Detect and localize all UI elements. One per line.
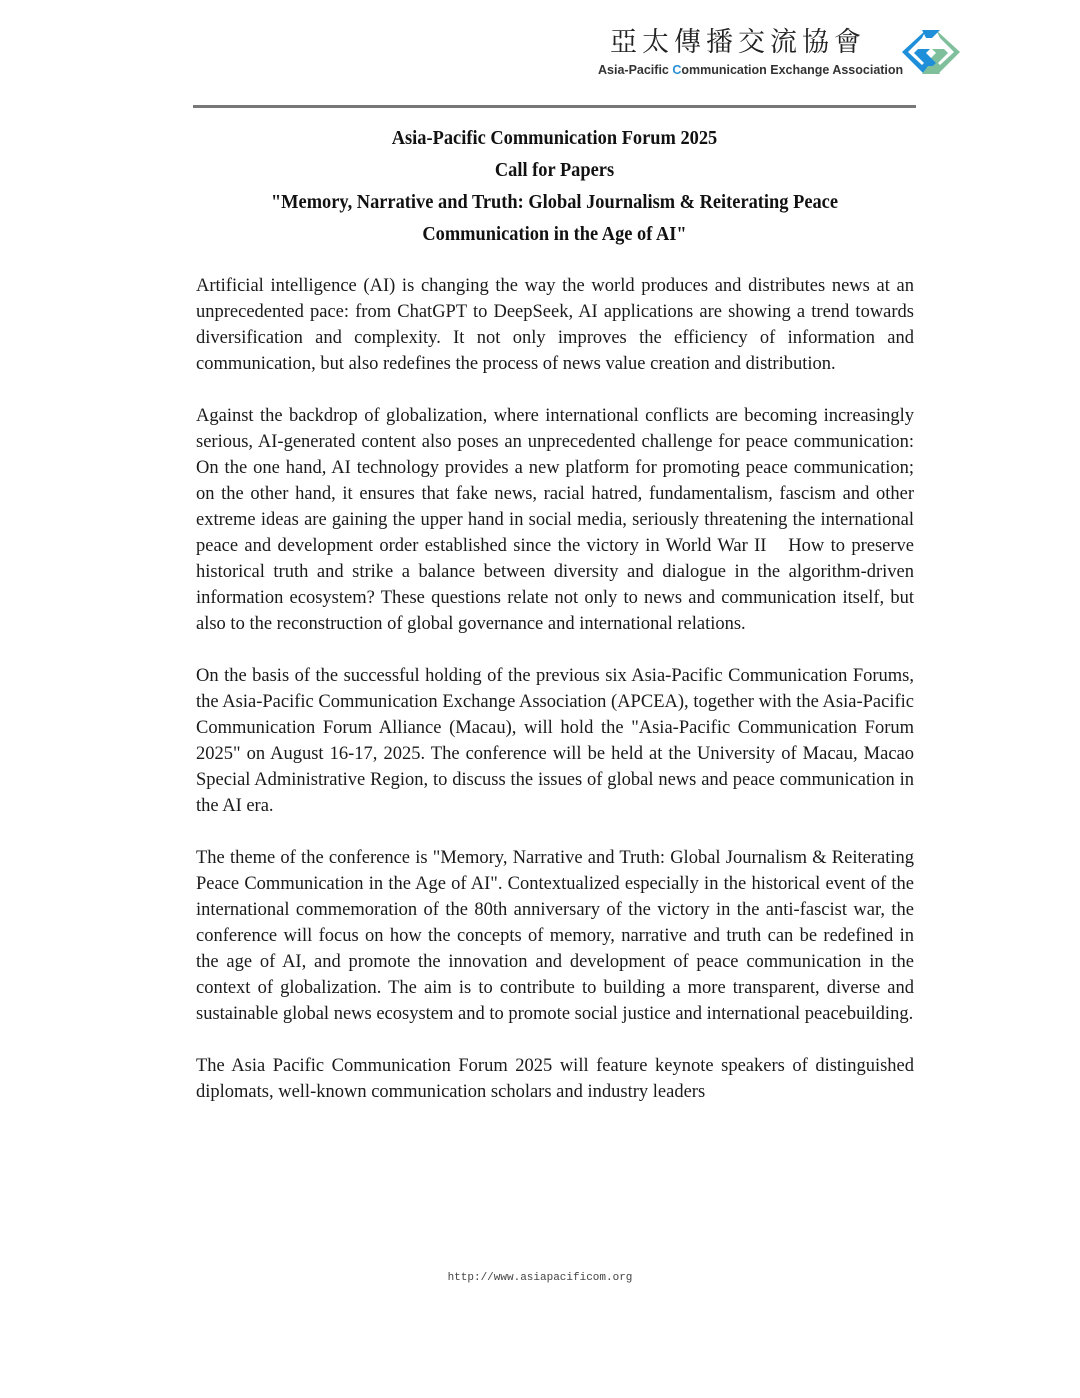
header-divider [193, 105, 916, 108]
footer-website-link[interactable]: http://www.asiapacificom.org [447, 1272, 633, 1284]
org-name-chinese: 亞太傳播交流協會 [610, 27, 866, 58]
org-name-prefix: Asia-Pacific [598, 63, 673, 77]
org-name-accent-letter: C [672, 63, 682, 77]
theme-title-line-2: Communication in the Age of AI" [422, 223, 687, 245]
paragraph-peace-challenge: Against the backdrop of globalization, where international conflicts are becoming increasingly serious, AI-generated content also poses an unprecedented challenge for peace communication: On the one hand, AI technology provides a new platform for promoting peace communication; on the other hand, it ensures that fake news, racial hatred, fundamentalism, fascism and other extreme ideas are gaining the upper hand in social media, seriously threatening the international peace and development order established since the victory in World War II How to preserve historical truth and strike a balance between diversity and dialogue in the algorithm-driven information ecosystem? These questions relate not only to news and communication itself, but also to the reconstruction of global governance and international relations. [196, 406, 914, 634]
organization-logo [598, 26, 968, 86]
paragraph-forum-announcement: On the basis of the successful holding of the previous six Asia-Pacific Communication Forums, the Asia-Pacific Communication Exchange Association (APCEA), together with the Asia-Pacific Communication Forum Alliance (Macau), will hold the "Asia-Pacific Communication Forum 2025" on August 16-17, 2025. The conference will be held at the University of Macau, Macao Special Administrative Region, to discuss the issues of global news and peace communication in the AI era. [196, 666, 914, 816]
document-body [196, 273, 914, 1131]
theme-title-line-1: "Memory, Narrative and Truth: Global Journalism & Reiterating Peace [270, 191, 839, 213]
document-title [193, 122, 916, 250]
paragraph-keynote-speakers: The Asia Pacific Communication Forum 2025 will feature keynote speakers of distinguished diplomats, well-known communication scholars and industry leaders [196, 1056, 914, 1102]
paragraph-ai-intro: Artificial intelligence (AI) is changing the way the world produces and distributes news at an unprecedented pace: from ChatGPT to DeepSeek, AI applications are showing a trend towards diversification and complexity. It not only improves the efficiency of information and communication, but also redefines the process of news value creation and distribution. [196, 276, 914, 374]
forum-title: Asia-Pacific Communication Forum 2025 [391, 127, 718, 149]
call-for-papers-heading: Call for Papers [494, 159, 615, 181]
org-name-suffix: ommunication Exchange Association [681, 63, 904, 77]
org-name-english [598, 63, 903, 77]
apcea-logo-icon [898, 26, 964, 78]
paragraph-conference-theme: The theme of the conference is "Memory, Narrative and Truth: Global Journalism & Reiterating Peace Communication in the Age of AI". Contextualized especially in the historical event of the international commemoration of the 80th anniversary of the victory in the anti-fascist war, the conference will focus on how the concepts of memory, narrative and truth can be redefined in the age of AI, and promote the innovation and development of peace communication in the context of globalization. The aim is to contribute to building a more transparent, diverse and sustainable global news ecosystem and to promote social justice and international peacebuilding. [196, 848, 914, 1024]
